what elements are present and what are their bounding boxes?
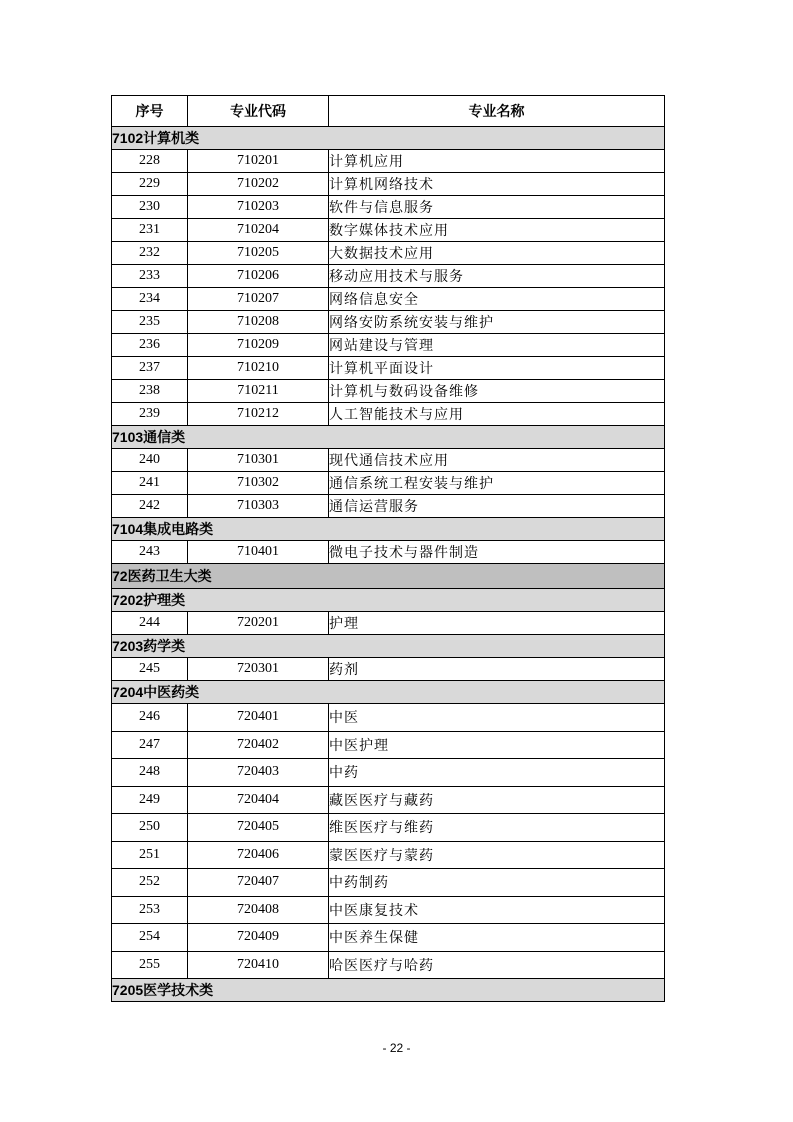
row-seq: 255 xyxy=(112,951,188,979)
row-name: 数字媒体技术应用 xyxy=(329,219,665,242)
row-seq: 242 xyxy=(112,495,188,518)
table-row xyxy=(112,704,665,732)
row-name: 微电子技术与器件制造 xyxy=(329,541,665,564)
row-name: 网络安防系统安装与维护 xyxy=(329,311,665,334)
row-seq: 251 xyxy=(112,841,188,869)
table-row xyxy=(112,841,665,869)
row-name: 中医 xyxy=(329,704,665,732)
row-name: 蒙医医疗与蒙药 xyxy=(329,841,665,869)
table-row xyxy=(112,173,665,196)
table-row xyxy=(112,924,665,952)
row-code: 720402 xyxy=(188,731,329,759)
row-code: 710401 xyxy=(188,541,329,564)
row-name: 计算机网络技术 xyxy=(329,173,665,196)
row-name: 计算机与数码设备维修 xyxy=(329,380,665,403)
category-title: 7104集成电路类 xyxy=(112,518,665,541)
row-name: 网络信息安全 xyxy=(329,288,665,311)
major-category-row xyxy=(112,564,665,589)
row-seq: 252 xyxy=(112,869,188,897)
row-code: 710204 xyxy=(188,219,329,242)
row-seq: 237 xyxy=(112,357,188,380)
row-name: 中医康复技术 xyxy=(329,896,665,924)
row-seq: 229 xyxy=(112,173,188,196)
row-seq: 244 xyxy=(112,612,188,635)
table-row xyxy=(112,242,665,265)
row-seq: 240 xyxy=(112,449,188,472)
row-name: 药剂 xyxy=(329,658,665,681)
majors-table xyxy=(111,95,665,1002)
row-code: 710203 xyxy=(188,196,329,219)
category-row xyxy=(112,426,665,449)
table-row xyxy=(112,150,665,173)
row-name: 移动应用技术与服务 xyxy=(329,265,665,288)
row-code: 720407 xyxy=(188,869,329,897)
row-code: 710301 xyxy=(188,449,329,472)
row-seq: 250 xyxy=(112,814,188,842)
row-name: 护理 xyxy=(329,612,665,635)
row-name: 计算机应用 xyxy=(329,150,665,173)
table-row xyxy=(112,472,665,495)
category-title: 7103通信类 xyxy=(112,426,665,449)
row-seq: 228 xyxy=(112,150,188,173)
row-code: 710209 xyxy=(188,334,329,357)
table-row xyxy=(112,265,665,288)
row-name: 中药 xyxy=(329,759,665,787)
table-row xyxy=(112,449,665,472)
row-code: 720405 xyxy=(188,814,329,842)
table-row xyxy=(112,495,665,518)
row-code: 710211 xyxy=(188,380,329,403)
header-code: 专业代码 xyxy=(188,96,329,127)
row-seq: 238 xyxy=(112,380,188,403)
table-row xyxy=(112,896,665,924)
row-seq: 241 xyxy=(112,472,188,495)
table-row xyxy=(112,357,665,380)
table-row xyxy=(112,541,665,564)
row-code: 710210 xyxy=(188,357,329,380)
table-row xyxy=(112,311,665,334)
table-row xyxy=(112,814,665,842)
row-seq: 232 xyxy=(112,242,188,265)
category-title: 7204中医药类 xyxy=(112,681,665,704)
category-row xyxy=(112,589,665,612)
row-seq: 246 xyxy=(112,704,188,732)
row-code: 710207 xyxy=(188,288,329,311)
row-name: 人工智能技术与应用 xyxy=(329,403,665,426)
category-row xyxy=(112,127,665,150)
category-row xyxy=(112,681,665,704)
category-title: 7202护理类 xyxy=(112,589,665,612)
category-title: 72医药卫生大类 xyxy=(112,564,665,589)
category-row xyxy=(112,518,665,541)
row-code: 720404 xyxy=(188,786,329,814)
category-row xyxy=(112,635,665,658)
row-name: 计算机平面设计 xyxy=(329,357,665,380)
row-seq: 231 xyxy=(112,219,188,242)
row-seq: 245 xyxy=(112,658,188,681)
table-row xyxy=(112,380,665,403)
row-name: 通信运营服务 xyxy=(329,495,665,518)
row-code: 720401 xyxy=(188,704,329,732)
row-name: 网站建设与管理 xyxy=(329,334,665,357)
table-row xyxy=(112,786,665,814)
header-seq: 序号 xyxy=(112,96,188,127)
row-name: 软件与信息服务 xyxy=(329,196,665,219)
table-row xyxy=(112,658,665,681)
header-name: 专业名称 xyxy=(329,96,665,127)
row-name: 藏医医疗与藏药 xyxy=(329,786,665,814)
table-row xyxy=(112,759,665,787)
page-number: - 22 - xyxy=(382,1041,411,1055)
category-title: 7203药学类 xyxy=(112,635,665,658)
category-title: 7205医学技术类 xyxy=(112,979,665,1002)
row-seq: 239 xyxy=(112,403,188,426)
table-body xyxy=(112,127,665,1002)
table-row xyxy=(112,288,665,311)
row-code: 720201 xyxy=(188,612,329,635)
row-name: 中药制药 xyxy=(329,869,665,897)
row-code: 710303 xyxy=(188,495,329,518)
row-seq: 247 xyxy=(112,731,188,759)
row-code: 710205 xyxy=(188,242,329,265)
row-name: 维医医疗与维药 xyxy=(329,814,665,842)
row-seq: 236 xyxy=(112,334,188,357)
category-row xyxy=(112,979,665,1002)
table-row xyxy=(112,219,665,242)
row-name: 现代通信技术应用 xyxy=(329,449,665,472)
row-name: 中医护理 xyxy=(329,731,665,759)
row-seq: 235 xyxy=(112,311,188,334)
row-code: 710201 xyxy=(188,150,329,173)
row-code: 710202 xyxy=(188,173,329,196)
row-code: 710212 xyxy=(188,403,329,426)
row-seq: 253 xyxy=(112,896,188,924)
table-header-row xyxy=(112,96,665,127)
row-code: 720406 xyxy=(188,841,329,869)
row-name: 哈医医疗与哈药 xyxy=(329,951,665,979)
table-row xyxy=(112,731,665,759)
category-title: 7102计算机类 xyxy=(112,127,665,150)
row-code: 710206 xyxy=(188,265,329,288)
row-code: 720301 xyxy=(188,658,329,681)
table-row xyxy=(112,196,665,219)
table-row xyxy=(112,334,665,357)
row-seq: 248 xyxy=(112,759,188,787)
table-row xyxy=(112,869,665,897)
table-row xyxy=(112,951,665,979)
row-name: 大数据技术应用 xyxy=(329,242,665,265)
row-code: 710208 xyxy=(188,311,329,334)
table-row xyxy=(112,612,665,635)
row-seq: 233 xyxy=(112,265,188,288)
row-seq: 234 xyxy=(112,288,188,311)
row-seq: 254 xyxy=(112,924,188,952)
row-name: 通信系统工程安装与维护 xyxy=(329,472,665,495)
row-code: 720403 xyxy=(188,759,329,787)
row-code: 720409 xyxy=(188,924,329,952)
row-seq: 249 xyxy=(112,786,188,814)
row-name: 中医养生保健 xyxy=(329,924,665,952)
row-seq: 230 xyxy=(112,196,188,219)
row-code: 710302 xyxy=(188,472,329,495)
row-seq: 243 xyxy=(112,541,188,564)
row-code: 720410 xyxy=(188,951,329,979)
table-row xyxy=(112,403,665,426)
row-code: 720408 xyxy=(188,896,329,924)
